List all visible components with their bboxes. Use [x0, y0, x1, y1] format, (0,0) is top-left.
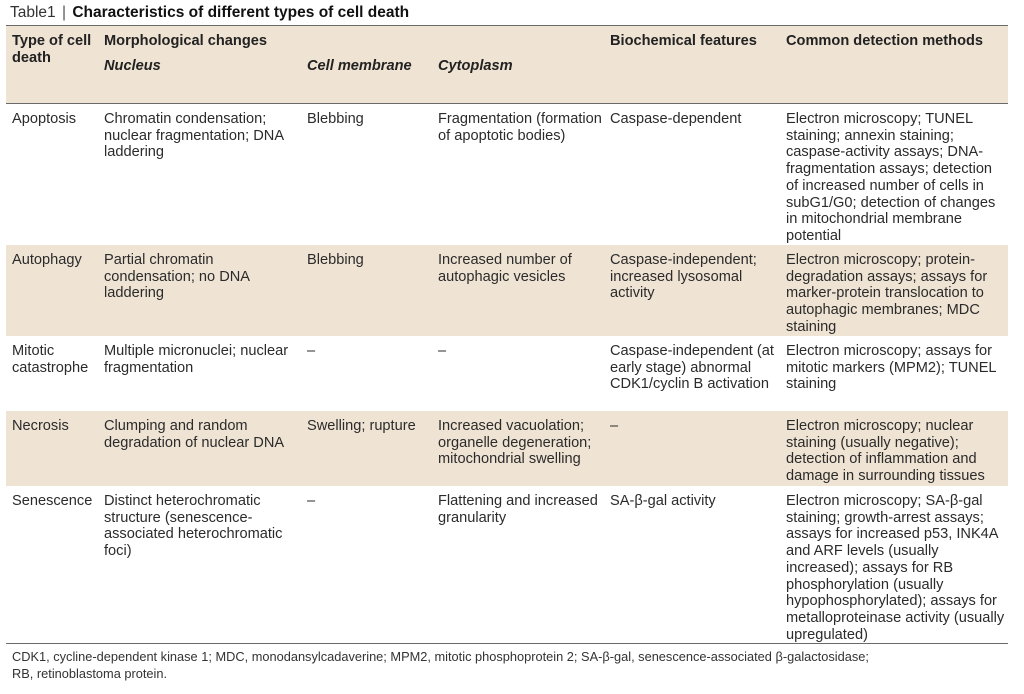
table-row	[6, 411, 1008, 486]
table-row	[6, 245, 1008, 336]
header-nucleus: Nucleus	[98, 57, 301, 104]
cell-nucleus: Partial chromatin condensation; no DNA laddering	[104, 252, 250, 302]
cell-membrane: –	[301, 486, 432, 644]
cell-cytoplasm: –	[438, 343, 447, 359]
cell-membrane: Blebbing	[307, 111, 364, 127]
cell-type: Apoptosis	[12, 111, 77, 127]
header-type: Type of cell death	[6, 26, 98, 104]
title-separator: |	[62, 4, 67, 21]
header-morphology: Morphological changes	[104, 33, 267, 49]
cell-cytoplasm: Flattening and increased granularity	[432, 486, 604, 644]
table-row	[6, 336, 1008, 411]
table-caption: Characteristics of different types of cell death	[72, 4, 410, 21]
cell-type: Mitotic catastrophe	[12, 343, 89, 376]
cell-biochemical: Caspase-independent (at early stage) abnormal CDK1/cyclin B activation	[610, 343, 774, 393]
cell-cytoplasm: Increased vacuolation; organelle degeneration; mitochondrial swelling	[438, 418, 592, 468]
cell-detection: Electron microscopy; assays for mitotic markers (MPM2); TUNEL staining	[786, 343, 997, 393]
table-row	[6, 486, 1008, 644]
cell-nucleus: Distinct heterochromatic structure (senescence-associated heterochromatic foci)	[98, 486, 301, 644]
table-row	[6, 104, 1008, 246]
table-figure	[6, 0, 1008, 682]
footnote-line: CDK1, cycline-dependent kinase 1; MDC, monodansylcadaverine; MPM2, mitotic phosphoprotein 2; SA-β-gal, senescence-associated β-galactosidase;	[12, 649, 869, 665]
cell-membrane: Swelling; rupture	[307, 418, 416, 434]
cell-biochemical: SA-β-gal activity	[604, 486, 780, 644]
table-footnote	[6, 644, 1008, 682]
cell-biochemical: Caspase-independent; increased lysosomal activity	[610, 252, 757, 302]
cell-type: Autophagy	[12, 252, 82, 268]
footnote-line: RB, retinoblastoma protein.	[12, 666, 168, 682]
cell-biochemical: Caspase-dependent	[610, 111, 742, 127]
cell-detection: Electron microscopy; TUNEL staining; annexin staining; caspase-activity assays; DNA-fragmentation assays; detection of increased number of cells in subG1/G0; detection of changes in mitochondrial membrane potential	[786, 111, 996, 244]
cell-nucleus: Clumping and random degradation of nuclear DNA	[104, 418, 285, 451]
cell-type: Senescence	[6, 486, 98, 644]
cell-membrane: –	[307, 343, 316, 359]
cell-type: Necrosis	[12, 418, 69, 434]
table-title	[6, 0, 1008, 26]
cell-cytoplasm: Increased number of autophagic vesicles	[438, 252, 572, 285]
header-biochemical: Biochemical features	[604, 26, 780, 104]
cell-detection: Electron microscopy; protein-degradation assays; assays for marker-protein translocation to autophagic membranes; MDC staining	[786, 252, 988, 335]
table-header	[6, 26, 1008, 104]
table-label: Table1	[10, 4, 56, 21]
cell-nucleus: Chromatin condensation; nuclear fragmentation; DNA laddering	[104, 111, 284, 161]
cell-detection: Electron microscopy; SA-β-gal staining; growth-arrest assays; assays for increased p53, INK4A and ARF levels (usually increased); assays for RB phosphorylation (usually hypophosphorylated); assays for metalloproteinase activity (usually upregulated)	[780, 486, 1008, 644]
cell-membrane: Blebbing	[307, 252, 364, 268]
cell-death-table	[6, 26, 1008, 644]
header-cell-membrane: Cell membrane	[301, 57, 432, 104]
header-detection: Common detection methods	[780, 26, 1008, 104]
header-cytoplasm: Cytoplasm	[432, 57, 604, 104]
cell-cytoplasm: Fragmentation (formation of apoptotic bodies)	[438, 111, 602, 144]
cell-detection: Electron microscopy; nuclear staining (usually negative); detection of inflammation and damage in surrounding tissues	[786, 418, 985, 485]
cell-nucleus: Multiple micronuclei; nuclear fragmentation	[104, 343, 289, 376]
cell-biochemical: –	[610, 418, 619, 434]
